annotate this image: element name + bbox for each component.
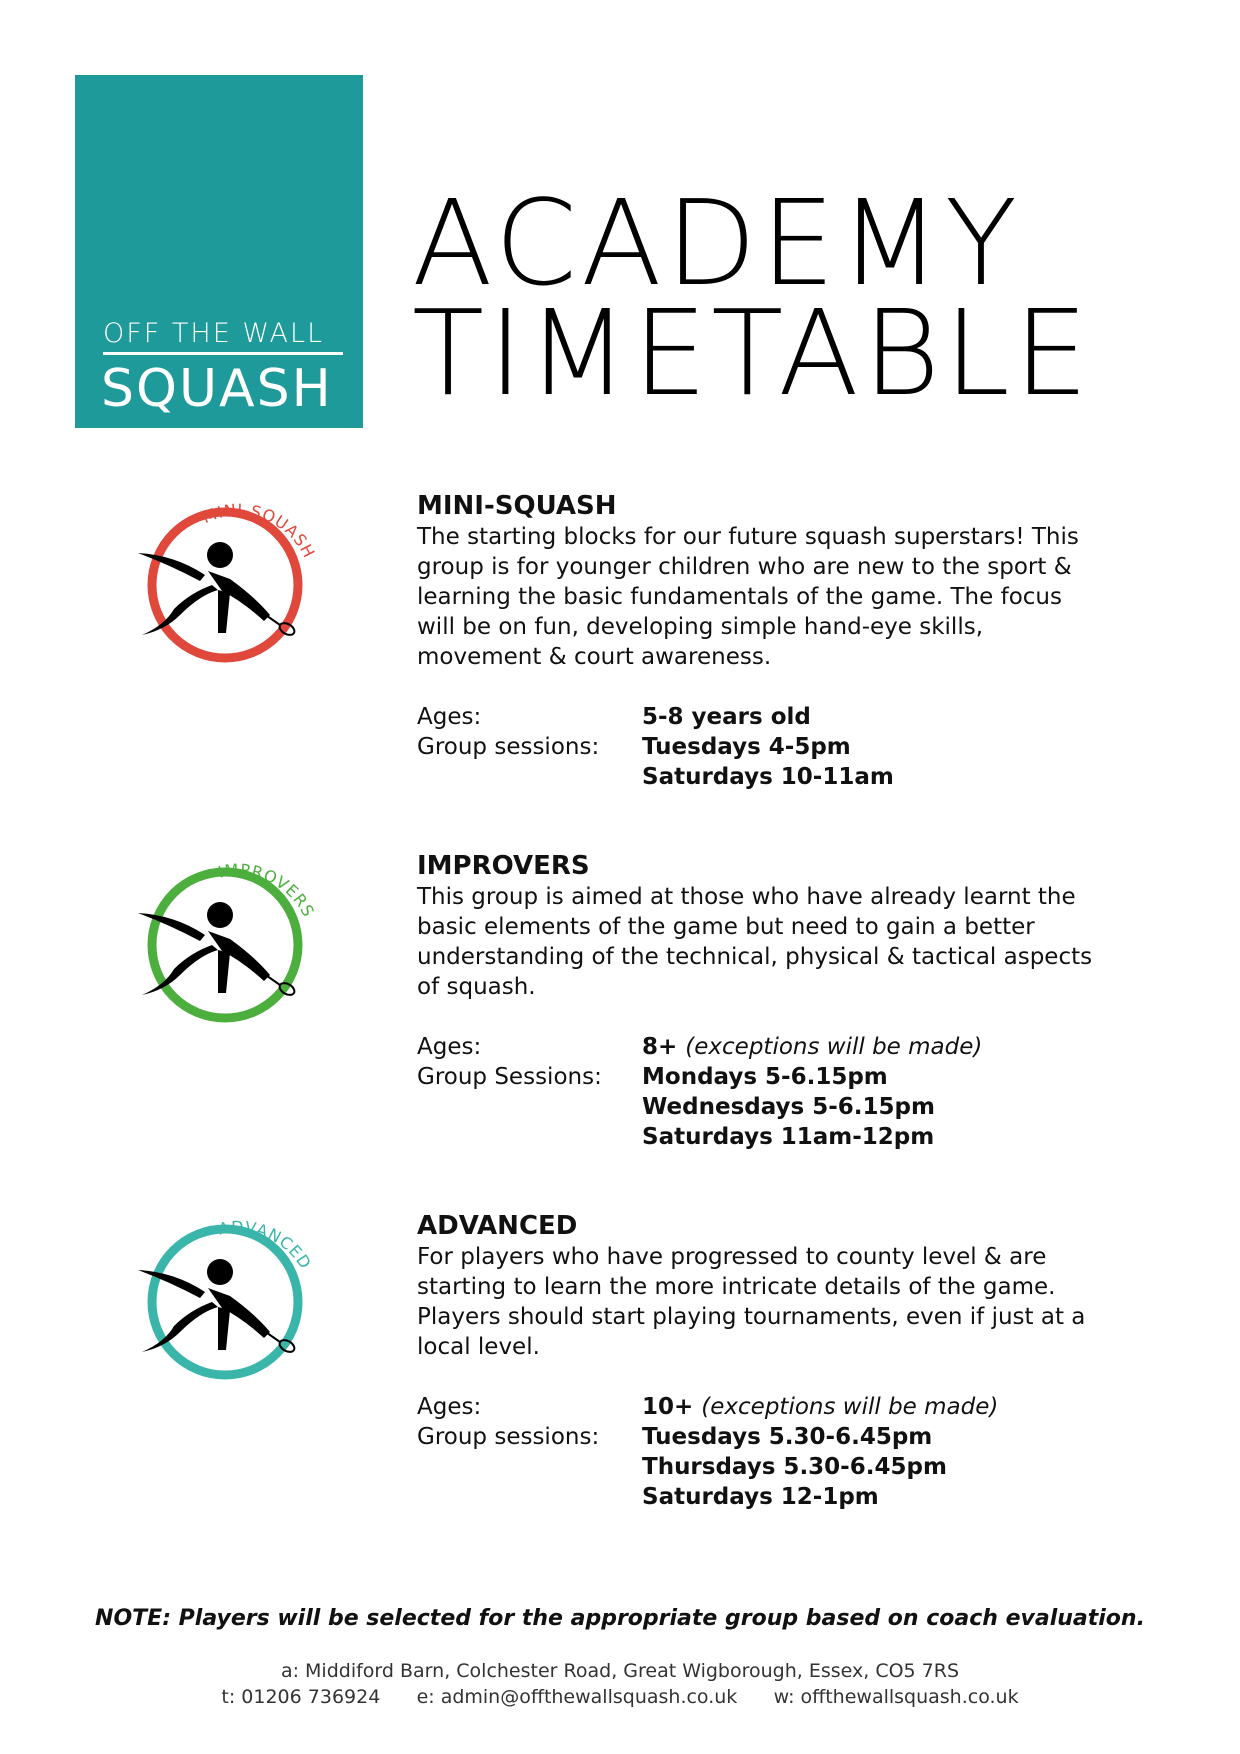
page-title xyxy=(412,174,1212,422)
advanced-badge-icon xyxy=(130,1192,320,1382)
section-details xyxy=(417,702,1097,792)
ages-value: 10+ (exceptions will be made) xyxy=(642,1394,999,1420)
sessions-label: Group Sessions: xyxy=(417,1064,602,1090)
ages-value: 5-8 years old xyxy=(642,704,811,730)
session-time: Tuesdays 5.30-6.45pm xyxy=(642,1424,933,1450)
contact-address: a: Middiford Barn, Colchester Road, Great Wigborough, Essex, CO5 7RS xyxy=(280,1660,960,1682)
session-time: Mondays 5-6.15pm xyxy=(642,1064,888,1090)
ages-label: Ages: xyxy=(417,1394,482,1420)
contact-email: e: admin@offthewallsquash.co.uk xyxy=(416,1686,738,1708)
section-details xyxy=(417,1392,1097,1512)
session-time: Tuesdays 4-5pm xyxy=(642,734,851,760)
ages-note: (exceptions will be made) xyxy=(701,1394,999,1420)
ages-note: (exceptions will be made) xyxy=(685,1034,983,1060)
ages-label: Ages: xyxy=(417,704,482,730)
logo-text-top: OFF THE WALL xyxy=(103,318,343,355)
session-time: Saturdays 11am-12pm xyxy=(642,1124,935,1150)
mini-squash-badge-icon xyxy=(130,475,320,665)
session-time: Saturdays 10-11am xyxy=(642,764,894,790)
badge-label: ADVANCED xyxy=(216,1217,316,1273)
title-line-1: ACADEMY xyxy=(412,174,1022,312)
brand-logo xyxy=(75,75,363,428)
title-line-2: TIMETABLE xyxy=(412,284,1093,422)
section-details xyxy=(417,1032,1097,1152)
improvers-badge-icon xyxy=(130,835,320,1025)
section-description: The starting blocks for our future squash superstars! This group is for younger children who are new to the sport & learning the basic fundamentals of the game. The focus will be on fun, developing simple hand-eye skills, movement & court awareness. xyxy=(417,524,1079,670)
section-description: This group is aimed at those who have already learnt the basic elements of the game but need to gain a better understanding of the technical, physical & tactical aspects of squash. xyxy=(417,884,1093,1000)
section-advanced xyxy=(417,1210,1097,1512)
contact-website: w: offthewallsquash.co.uk xyxy=(773,1686,1019,1708)
sessions-label: Group sessions: xyxy=(417,734,600,760)
ages-value: 8+ (exceptions will be made) xyxy=(642,1034,983,1060)
section-heading: ADVANCED xyxy=(417,1211,578,1241)
section-mini-squash xyxy=(417,490,1097,792)
badge-label: MINI-SQUASH xyxy=(199,500,319,562)
sessions-label: Group sessions: xyxy=(417,1424,600,1450)
section-heading: MINI-SQUASH xyxy=(417,491,617,521)
badge-label: IMPROVERS xyxy=(216,860,319,921)
section-improvers xyxy=(417,850,1097,1152)
session-time: Thursdays 5.30-6.45pm xyxy=(642,1454,947,1480)
contact-line xyxy=(0,1686,1240,1708)
section-description: For players who have progressed to county level & are starting to learn the more intricate details of the game. Players should start playing tournaments, even if just at a local level. xyxy=(417,1244,1086,1360)
ages-label: Ages: xyxy=(417,1034,482,1060)
contact-phone: t: 01206 736924 xyxy=(221,1686,381,1708)
section-heading: IMPROVERS xyxy=(417,851,590,881)
session-time: Wednesdays 5-6.15pm xyxy=(642,1094,935,1120)
selection-note: NOTE: Players will be selected for the appropriate group based on coach evaluation. xyxy=(95,1606,1145,1631)
logo-text-bottom: SQUASH xyxy=(101,359,333,419)
session-time: Saturdays 12-1pm xyxy=(642,1484,879,1510)
